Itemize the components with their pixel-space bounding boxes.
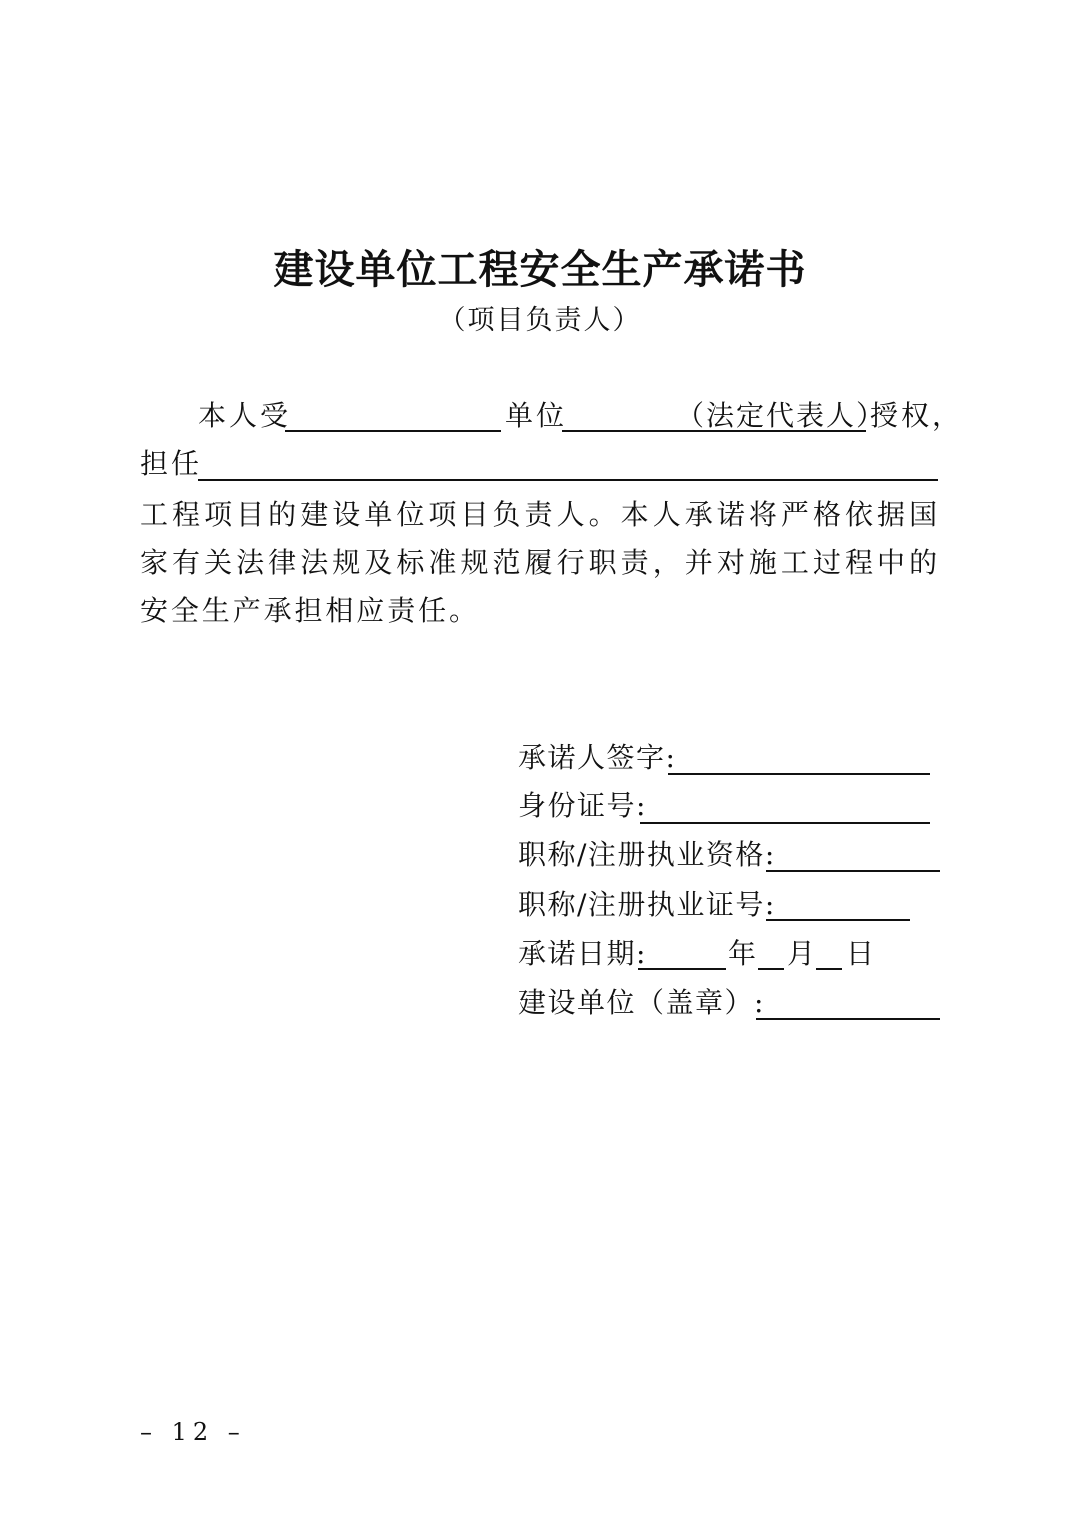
document-subtitle: （项目负责人） xyxy=(438,305,642,336)
page-number: – 12 – xyxy=(140,1418,246,1446)
commitment-paragraph: 工程项目的建设单位项目负责人。本人承诺将严格依据国家有关法律法规及标准规范履行职责，并对施工过程中的安全生产承担相应责任。 xyxy=(140,498,940,627)
signer-label: 承诺人签字: xyxy=(518,741,677,774)
authorizing-unit-blank[interactable] xyxy=(285,430,501,432)
month-label: 月 xyxy=(787,937,817,970)
date-day-field[interactable] xyxy=(816,968,842,970)
project-name-blank[interactable] xyxy=(198,479,938,481)
legal-representative-label: （法定代表人） xyxy=(676,399,887,432)
qualification-field[interactable] xyxy=(766,870,940,872)
certificate-number-field[interactable] xyxy=(766,919,910,921)
authorization-prefix: 本人受 xyxy=(198,399,292,432)
id-number-label: 身份证号: xyxy=(518,789,647,822)
date-year-field[interactable] xyxy=(638,968,726,970)
id-number-field[interactable] xyxy=(640,822,930,824)
position-prefix: 担任 xyxy=(140,447,203,480)
date-month-field[interactable] xyxy=(758,968,784,970)
document-title: 建设单位工程安全生产承诺书 xyxy=(273,247,807,293)
commitment-date-label: 承诺日期: xyxy=(518,937,647,970)
qualification-label: 职称/注册执业资格: xyxy=(518,838,776,871)
signer-signature-field[interactable] xyxy=(668,773,930,775)
unit-seal-field[interactable] xyxy=(756,1018,940,1020)
year-label: 年 xyxy=(728,937,758,970)
authorization-suffix: 授权， xyxy=(870,399,964,432)
certificate-number-label: 职称/注册执业证号: xyxy=(518,888,776,921)
unit-seal-label: 建设单位（盖章）: xyxy=(518,986,765,1019)
day-label: 日 xyxy=(846,937,876,970)
unit-label: 单位 xyxy=(505,399,568,432)
